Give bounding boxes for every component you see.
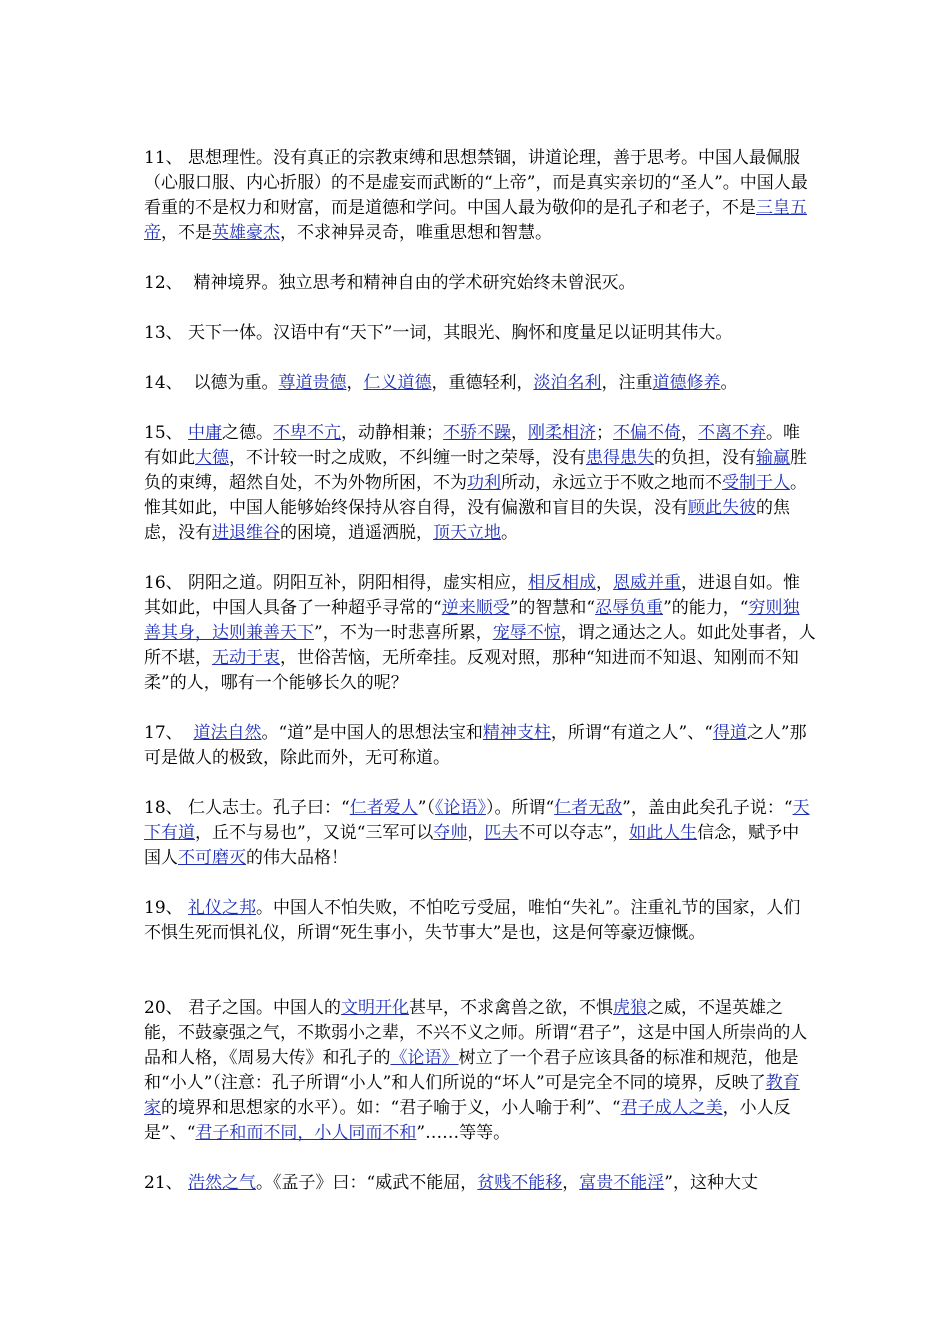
paragraph-gap: [144, 246, 816, 271]
paragraph-number: 15、: [144, 423, 183, 443]
paragraph-text: ，动静相兼；: [341, 423, 444, 443]
paragraph-text: ，进退自如。惟其如此，中国人具备了一种超乎寻常的“: [144, 573, 801, 618]
term-link[interactable]: 不离不弃: [698, 423, 767, 443]
paragraph-number: 21、: [144, 1173, 183, 1193]
paragraph-number: 18、: [144, 798, 183, 818]
paragraph: [144, 421, 816, 546]
paragraph-text: 的境界和思想家的水平）。如：“君子喻于义，小人喻于利”、“: [161, 1098, 621, 1118]
paragraph: [144, 321, 816, 346]
term-link[interactable]: 恩威并重: [613, 573, 682, 593]
paragraph-text: ，重德轻利，: [431, 373, 534, 393]
term-link[interactable]: 相反相成: [528, 573, 597, 593]
term-link[interactable]: 文明开化: [341, 998, 410, 1018]
term-link[interactable]: 道法自然: [193, 723, 262, 743]
paragraph-text: ，: [346, 373, 364, 393]
paragraph-text: ，不求神异灵奇，唯重思想和智慧。: [280, 223, 552, 243]
paragraph-text: 所动，永远立于不败之地而不: [501, 473, 722, 493]
paragraph-number: 13、: [144, 323, 183, 343]
term-link[interactable]: 天下有道: [144, 798, 810, 843]
paragraph-text: 。: [501, 523, 518, 543]
term-link[interactable]: 如此人生: [629, 823, 698, 843]
paragraph-gap: [144, 546, 816, 571]
paragraph-text: 。中国人不怕失败，不怕吃亏受屈，唯怕“失礼”。注重礼节的国家，人们不惧生死而惧礼仪，所谓“死生事小，失节事大”是也，这是何等豪迈慷慨。: [144, 898, 801, 943]
paragraph-gap: [144, 696, 816, 721]
paragraph-number: 11、: [144, 148, 183, 168]
paragraph-text: 精神境界。独立思考和精神自由的学术研究始终未曾泯灭。: [182, 273, 636, 293]
term-link[interactable]: 富贵不能淫: [579, 1173, 665, 1193]
paragraph-text: ”，不为一时悲喜所累，: [314, 623, 493, 643]
term-link[interactable]: 君子和而不同，小人同而不和: [195, 1123, 417, 1143]
paragraph-text: ”，盖由此矣孔子说：“: [622, 798, 793, 818]
term-link[interactable]: 穷则独善其身，达则兼善天下: [144, 598, 800, 643]
paragraph-gap: [144, 946, 816, 996]
term-link[interactable]: 浩然之气: [188, 1173, 257, 1193]
term-link[interactable]: 精神支柱: [482, 723, 551, 743]
paragraph-text: ，: [467, 823, 485, 843]
paragraph-text: 的焦虑，没有: [144, 498, 790, 543]
paragraph-text: 的伟大品格！: [246, 848, 348, 868]
paragraph-number: 19、: [144, 898, 183, 918]
paragraph: [144, 571, 816, 696]
term-link[interactable]: 顾此失彼: [688, 498, 756, 518]
paragraph-number: 17、: [144, 723, 183, 743]
paragraph-text: ，: [681, 423, 699, 443]
paragraph-text: ，: [511, 423, 529, 443]
paragraph: [144, 721, 816, 771]
paragraph-text: 天下一体。汉语中有“天下”一词，其眼光、胸怀和度量足以证明其伟大。: [182, 323, 733, 343]
paragraph-text: 不可以夺志”，: [518, 823, 630, 843]
paragraph-text: ，不是: [161, 223, 212, 243]
paragraph: [144, 996, 816, 1146]
paragraph-text: 之威，不逞英雄之能，不鼓豪强之气，不欺弱小之辈，不兴不义之师。所谓“君子”，这是中国人所崇尚的人品和人格，《周易大传》和孔子的: [144, 998, 808, 1068]
term-link[interactable]: 匹夫: [484, 823, 519, 843]
term-link[interactable]: 不偏不倚: [613, 423, 682, 443]
paragraph-text: 思想理性。没有真正的宗教束缚和思想禁锢，讲道论理，善于思考。中国人最佩服（心服口服、内心折服）的不是虚妄而武断的“上帝”，而是真实亲切的“圣人”。中国人最看重的不是权力和财富，而是道德和学问。中国人最为敬仰的是孔子和老子，不是: [144, 148, 808, 218]
paragraph-text: ，小人反是”、“: [144, 1098, 791, 1143]
paragraph-text: 。惟其如此，中国人能够始终保持从容自得，没有偏激和盲目的失误，没有: [144, 473, 807, 518]
paragraph-gap: [144, 1146, 816, 1171]
term-link[interactable]: 仁义道德: [363, 373, 432, 393]
paragraph-text: [183, 723, 194, 743]
paragraph: [144, 271, 816, 296]
paragraph-text: ”，这种大丈: [664, 1173, 758, 1193]
term-link[interactable]: 输赢: [756, 448, 790, 468]
term-link[interactable]: 君子成人之美: [620, 1098, 723, 1118]
paragraph-text: 的负担，没有: [654, 448, 756, 468]
paragraph-text: ，所谓“有道之人”、“: [550, 723, 713, 743]
paragraph-text: ，不计较一时之成败，不纠缠一时之荣辱，没有: [229, 448, 586, 468]
paragraph: [144, 1171, 816, 1196]
term-link[interactable]: 教育家: [144, 1073, 800, 1118]
term-link[interactable]: 宠辱不惊: [492, 623, 561, 643]
paragraph-text: 。唯有如此: [144, 423, 801, 468]
term-link[interactable]: 进退维谷: [212, 523, 280, 543]
paragraph-text: 。《孟子》曰：“威武不能屈，: [256, 1173, 478, 1193]
term-link[interactable]: 得道: [712, 723, 747, 743]
paragraph-text: 。: [720, 373, 738, 393]
term-link[interactable]: 英雄豪杰: [212, 223, 280, 243]
term-link[interactable]: 夺帅: [433, 823, 468, 843]
term-link[interactable]: 仁者爱人: [349, 798, 418, 818]
paragraph-text: ”（: [417, 798, 435, 818]
term-link[interactable]: 不可磨灭: [178, 848, 246, 868]
paragraph-gap: [144, 396, 816, 421]
term-link[interactable]: 忍辱负重: [595, 598, 664, 618]
term-link[interactable]: 大德: [195, 448, 229, 468]
paragraph-text: ，: [596, 573, 614, 593]
term-link[interactable]: 刚柔相济: [528, 423, 597, 443]
term-link[interactable]: 仁者无敌: [554, 798, 623, 818]
paragraph-text: ；: [596, 423, 614, 443]
paragraph-text: 树立了一个君子应该具备的标准和规范，他是和“小人”（注意：孔子所谓“小人”和人们所说的“坏人”可是完全不同的境界，反映了: [144, 1048, 799, 1093]
paragraph-text: 。“道”是中国人的思想法宝和: [261, 723, 483, 743]
paragraph-text: 甚早，不求禽兽之欲，不惧: [409, 998, 614, 1018]
paragraph-text: 的困境，逍遥洒脱，: [280, 523, 433, 543]
paragraph-number: 16、: [144, 573, 183, 593]
paragraph-text: ，: [562, 1173, 580, 1193]
term-link[interactable]: 中庸: [188, 423, 223, 443]
paragraph-gap: [144, 771, 816, 796]
paragraph-number: 14、: [144, 373, 183, 393]
paragraph-text: ，谓之通达之人。如此处事者，人所不堪，: [144, 623, 816, 668]
paragraph-text: 信念，赋予中国人: [144, 823, 800, 868]
paragraph: [144, 796, 816, 871]
paragraph-text: 阴阳之道。阴阳互补，阴阳相得，虚实相应，: [182, 573, 529, 593]
term-link[interactable]: 尊道贵德: [278, 373, 347, 393]
term-link[interactable]: 道德修养: [652, 373, 721, 393]
document-page: [144, 146, 816, 1196]
paragraph-number: 20、: [144, 998, 183, 1018]
paragraph-gap: [144, 296, 816, 321]
paragraph-text: ”……等等。: [416, 1123, 511, 1143]
paragraph: [144, 371, 816, 396]
term-link[interactable]: 患得患失: [586, 448, 654, 468]
paragraph-number: 12、: [144, 273, 183, 293]
term-link[interactable]: 逆来顺受: [441, 598, 510, 618]
term-link[interactable]: 顶天立地: [433, 523, 501, 543]
term-link[interactable]: 淡泊名利: [533, 373, 602, 393]
term-link[interactable]: 礼仪之邦: [188, 898, 257, 918]
paragraph: [144, 146, 816, 246]
paragraph-text: 君子之国。中国人的: [182, 998, 342, 1018]
paragraph-text: 之德。: [222, 423, 274, 443]
paragraph-text: 之人”那可是做人的极致，除此而外，无可称道。: [144, 723, 807, 768]
paragraph: [144, 896, 816, 946]
paragraph-text: ”的能力，“: [663, 598, 749, 618]
term-link[interactable]: 三皇五帝: [144, 198, 807, 243]
term-link[interactable]: 贫贱不能移: [477, 1173, 563, 1193]
term-link[interactable]: 不卑不亢: [273, 423, 342, 443]
term-link[interactable]: 无动于衷: [212, 648, 280, 668]
paragraph-text: ）。所谓“: [485, 798, 555, 818]
paragraph-text: 以德为重。: [182, 373, 279, 393]
paragraph-gap: [144, 871, 816, 896]
term-link[interactable]: 不骄不躁: [443, 423, 512, 443]
paragraph-text: 仁人志士。孔子曰：“: [182, 798, 350, 818]
paragraph-text: ，丘不与易也”，又说“三军可以: [195, 823, 434, 843]
term-link[interactable]: 功利: [467, 473, 501, 493]
paragraph-text: ，注重: [601, 373, 653, 393]
paragraph-text: 胜负的束缚，超然自处，不为外物所困，不为: [144, 448, 807, 493]
paragraph-text: ”的智慧和“: [509, 598, 596, 618]
term-link[interactable]: 受制于人: [722, 473, 790, 493]
term-link[interactable]: 《论语》: [390, 1048, 459, 1068]
term-link[interactable]: 虎狼: [613, 998, 648, 1018]
paragraph-text: ，世俗苦恼，无所牵挂。反观对照，那种“知进而不知退、知刚而不知柔”的人，哪有一个能够长久的呢？: [144, 648, 799, 693]
paragraph-gap: [144, 346, 816, 371]
term-link[interactable]: 《论语》: [434, 798, 486, 818]
